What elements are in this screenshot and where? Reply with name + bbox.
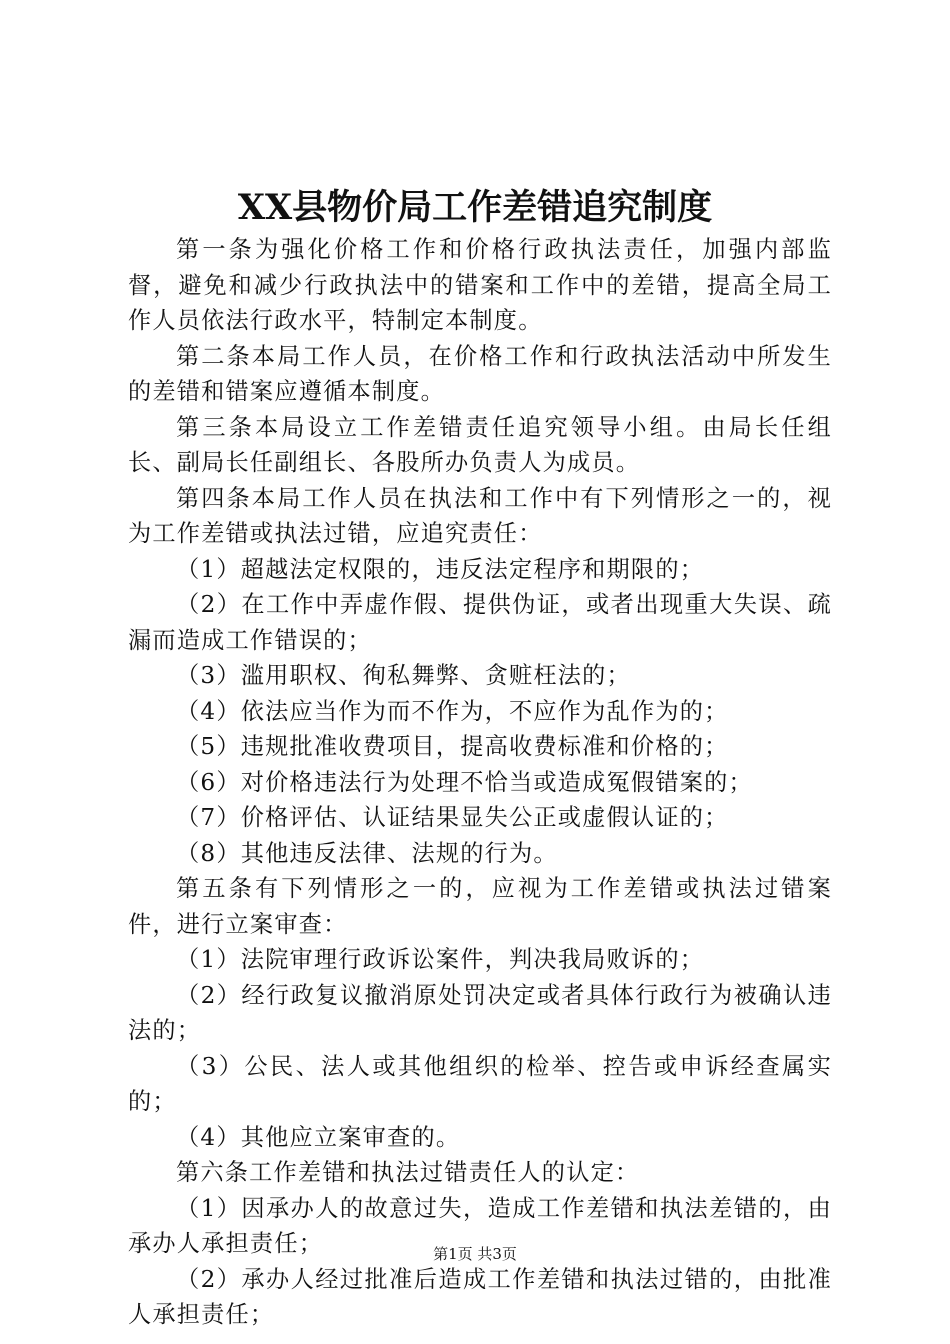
list-item: （8）其他违反法律、法规的行为。	[176, 839, 558, 867]
list-item: （1）法院审理行政诉讼案件，判决我局败诉的；	[176, 946, 705, 973]
list-item: （3）公民、法人或其他组织的检举、控告或申诉经查属实的；	[128, 1052, 832, 1115]
list-item: （3）滥用职权、徇私舞弊、贪赃枉法的；	[176, 662, 631, 689]
paragraph-article-3: 第三条本局设立工作差错责任追究领导小组。由局长任组长、副局长任副组长、各股所办负责人为成员。	[128, 413, 832, 476]
page-number: 第1页 共3页	[433, 1245, 517, 1263]
document-title: XX县物价局工作差错追究制度	[237, 187, 713, 228]
list-item: （7）价格评估、认证结果显失公正或虚假认证的；	[176, 804, 729, 831]
list-item: （1）因承办人的故意过失，造成工作差错和执法差错的，由承办人承担责任；	[128, 1194, 832, 1257]
list-item: （2）承办人经过批准后造成工作差错和执法过错的，由批准人承担责任；	[128, 1265, 832, 1328]
paragraph-article-1: 第一条为强化价格工作和价格行政执法责任，加强内部监督，避免和减少行政执法中的错案和工作中的差错，提高全局工作人员依法行政水平，特制定本制度。	[128, 236, 832, 334]
paragraph-article-5: 第五条有下列情形之一的，应视为工作差错或执法过错案件，进行立案审查：	[128, 875, 832, 938]
list-item: （4）依法应当作为而不作为，不应作为乱作为的；	[176, 697, 729, 725]
document-body	[128, 232, 832, 1333]
list-item: （2）经行政复议撤消原处罚决定或者具体行政行为被确认违法的；	[128, 981, 832, 1044]
list-item: （4）其他应立案审查的。	[176, 1123, 461, 1151]
paragraph-article-6: 第六条工作差错和执法过错责任人的认定：	[176, 1159, 640, 1186]
list-item: （1）超越法定权限的，违反法定程序和期限的；	[176, 555, 705, 583]
list-item: （2）在工作中弄虚作假、提供伪证，或者出现重大失误、疏漏而造成工作错误的；	[128, 591, 832, 654]
paragraph-article-4: 第四条本局工作人员在执法和工作中有下列情形之一的，视为工作差错或执法过错，应追究责任：	[128, 484, 832, 547]
paragraph-article-2: 第二条本局工作人员，在价格工作和行政执法活动中所发生的差错和错案应遵循本制度。	[128, 342, 832, 405]
list-item: （5）违规批准收费项目，提高收费标准和价格的；	[176, 733, 729, 760]
list-item: （6）对价格违法行为处理不恰当或造成冤假错案的；	[176, 768, 753, 796]
